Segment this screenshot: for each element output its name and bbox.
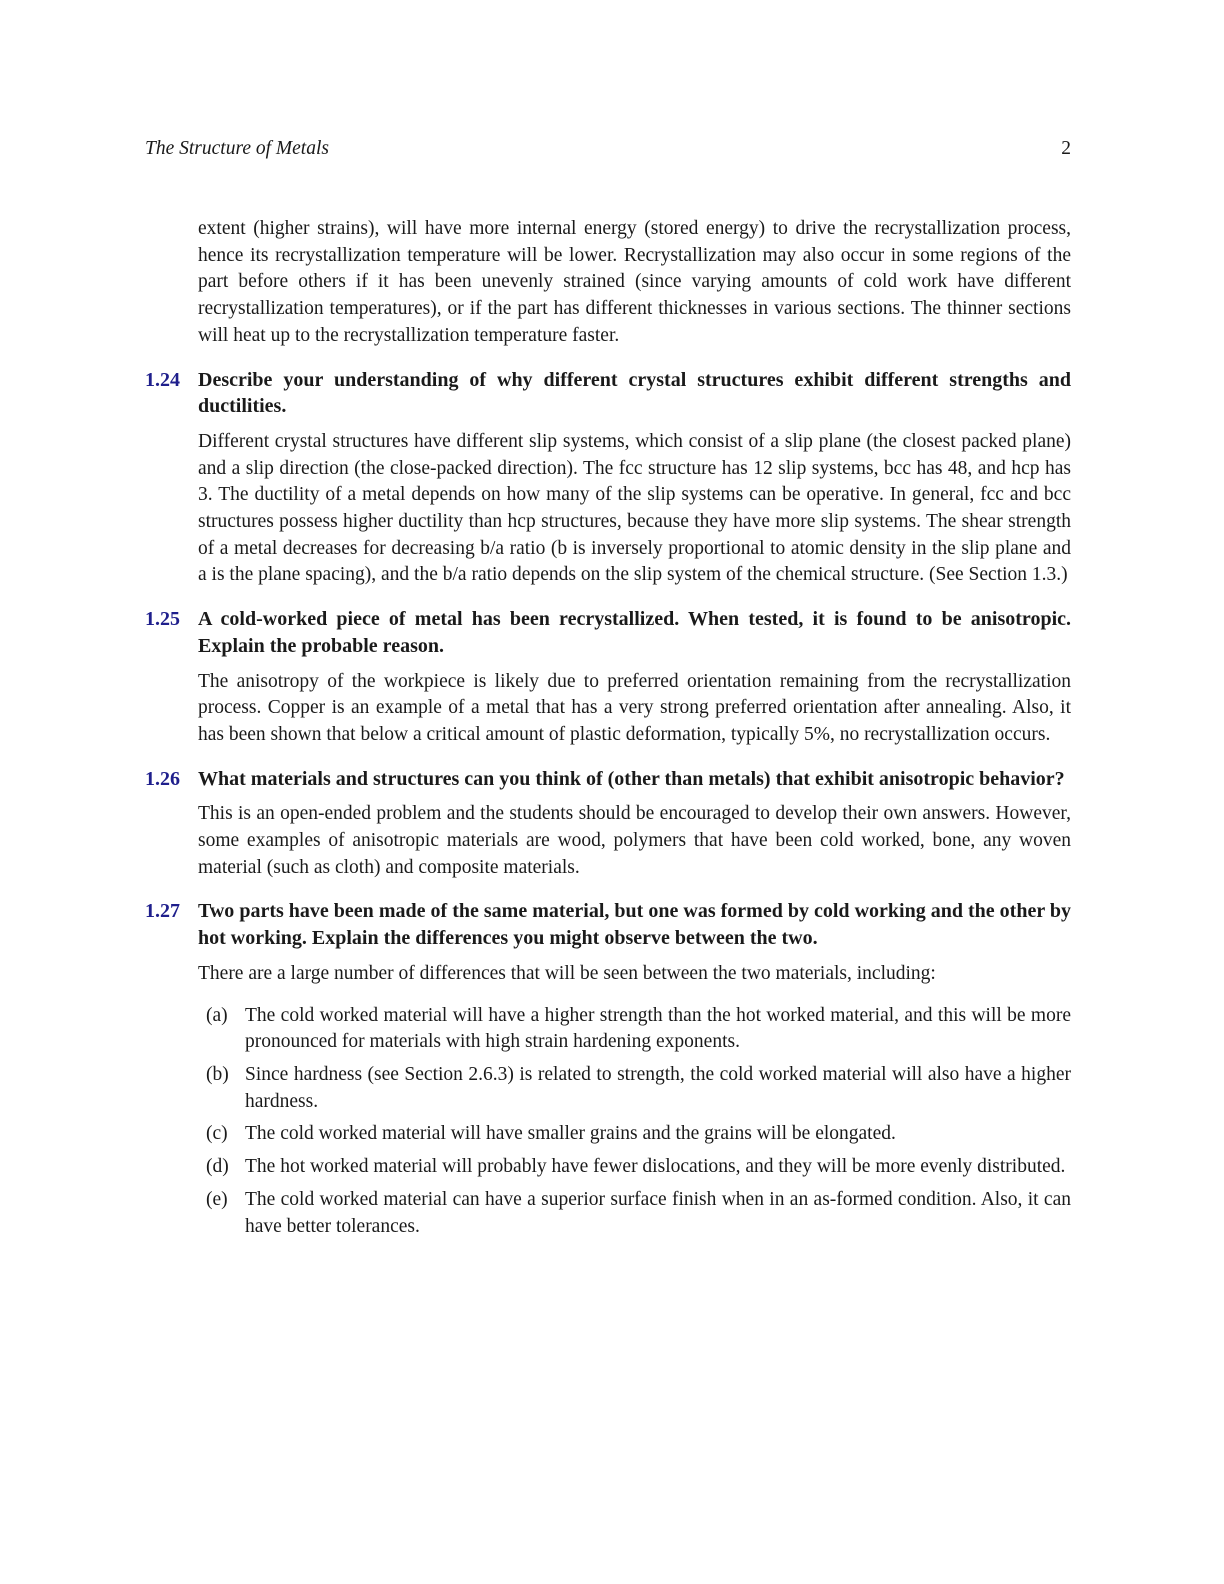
list-item bbox=[198, 1003, 1071, 1056]
question-text: What materials and structures can you think of (other than metals) that exhibit anisotropic behavior? bbox=[198, 767, 1065, 790]
list-item-text: The hot worked material will probably have fewer dislocations, and they will be more evenly distributed. bbox=[245, 1156, 1066, 1178]
page-body bbox=[145, 216, 1071, 1246]
problem-number: 1.26 bbox=[145, 767, 180, 790]
problem-1-24 bbox=[145, 367, 1071, 590]
differences-list bbox=[198, 1003, 1071, 1241]
question bbox=[145, 898, 1071, 951]
list-item-label: (d) bbox=[206, 1156, 229, 1178]
list-item-label: (c) bbox=[206, 1123, 228, 1145]
page-header bbox=[145, 138, 1071, 166]
list-item bbox=[198, 1121, 1071, 1148]
problem-1-26 bbox=[145, 766, 1071, 882]
list-item bbox=[198, 1187, 1071, 1240]
list-item-text: Since hardness (see Section 2.6.3) is related to strength, the cold worked material will also have a higher hardness. bbox=[245, 1063, 1071, 1112]
question-text: Two parts have been made of the same material, but one was formed by cold working and the other by hot working. Explain the differences you might observe between the two. bbox=[198, 900, 1071, 950]
running-title: The Structure of Metals bbox=[145, 138, 329, 159]
problem-1-27 bbox=[145, 898, 1071, 1240]
question bbox=[145, 367, 1071, 420]
question bbox=[145, 766, 1071, 793]
answer-text: This is an open-ended problem and the students should be encouraged to develop their own answers. However, some examples of anisotropic materials are wood, polymers that have been cold worked, bone, any woven material (such as cloth) and composite materials. bbox=[198, 803, 1071, 878]
list-item bbox=[198, 1154, 1071, 1181]
problem-1-25 bbox=[145, 606, 1071, 749]
list-item-text: The cold worked material will have a higher strength than the hot worked material, and this will be more pronounced for materials with high strain hardening exponents. bbox=[245, 1004, 1071, 1053]
list-item-text: The cold worked material will have smaller grains and the grains will be elongated. bbox=[245, 1123, 896, 1145]
question bbox=[145, 606, 1071, 659]
question-text: Describe your understanding of why different crystal structures exhibit different strengths and ductilities. bbox=[198, 368, 1071, 418]
problem-number: 1.24 bbox=[145, 368, 180, 391]
answer-text: Different crystal structures have different slip systems, which consist of a slip plane (the closest packed plane) and a slip direction (the close-packed direction). The fcc structure has 12 slip systems, bcc has 48, and hcp has 3. The ductility of a metal depends on how many of the slip systems can be operative. In general, fcc and bcc structures possess higher ductility than hcp structures, because they have more slip systems. The shear strength of a metal decreases for decreasing b/a ratio (b is inversely proportional to atomic density in the slip plane and a is the plane spacing), and the b/a ratio depends on the slip system of the chemical structure. (See Section 1.3.) bbox=[198, 430, 1071, 586]
list-item-label: (b) bbox=[206, 1063, 229, 1085]
list-item-label: (e) bbox=[206, 1188, 228, 1210]
intro-paragraph: extent (higher strains), will have more internal energy (stored energy) to drive the recrystallization process, hence its recrystallization temperature will be lower. Recrystallization may also occur in some regions of the part before others if it has been unevenly strained (since varying amounts of cold work have different recrystallization temperatures), or if the part has different thicknesses in various sections. The thinner sections will heat up to the recrystallization temperature faster. bbox=[198, 218, 1071, 346]
answer-text: The anisotropy of the workpiece is likely due to preferred orientation remaining from the recrystallization process. Copper is an example of a metal that has a very strong preferred orientation after annealing. Also, it has been shown that below a critical amount of plastic deformation, typically 5%, no recrystallization occurs. bbox=[198, 670, 1071, 745]
problem-number: 1.27 bbox=[145, 900, 180, 923]
problem-number: 1.25 bbox=[145, 608, 180, 631]
list-item-label: (a) bbox=[206, 1004, 228, 1026]
answer-text: There are a large number of differences that will be seen between the two materials, including: bbox=[198, 962, 936, 984]
list-item-text: The cold worked material can have a superior surface finish when in an as-formed condition. Also, it can have better tolerances. bbox=[245, 1188, 1071, 1237]
page-number: 2 bbox=[1061, 138, 1071, 159]
question-text: A cold-worked piece of metal has been recrystallized. When tested, it is found to be anisotropic. Explain the probable reason. bbox=[198, 608, 1071, 657]
list-item bbox=[198, 1062, 1071, 1115]
